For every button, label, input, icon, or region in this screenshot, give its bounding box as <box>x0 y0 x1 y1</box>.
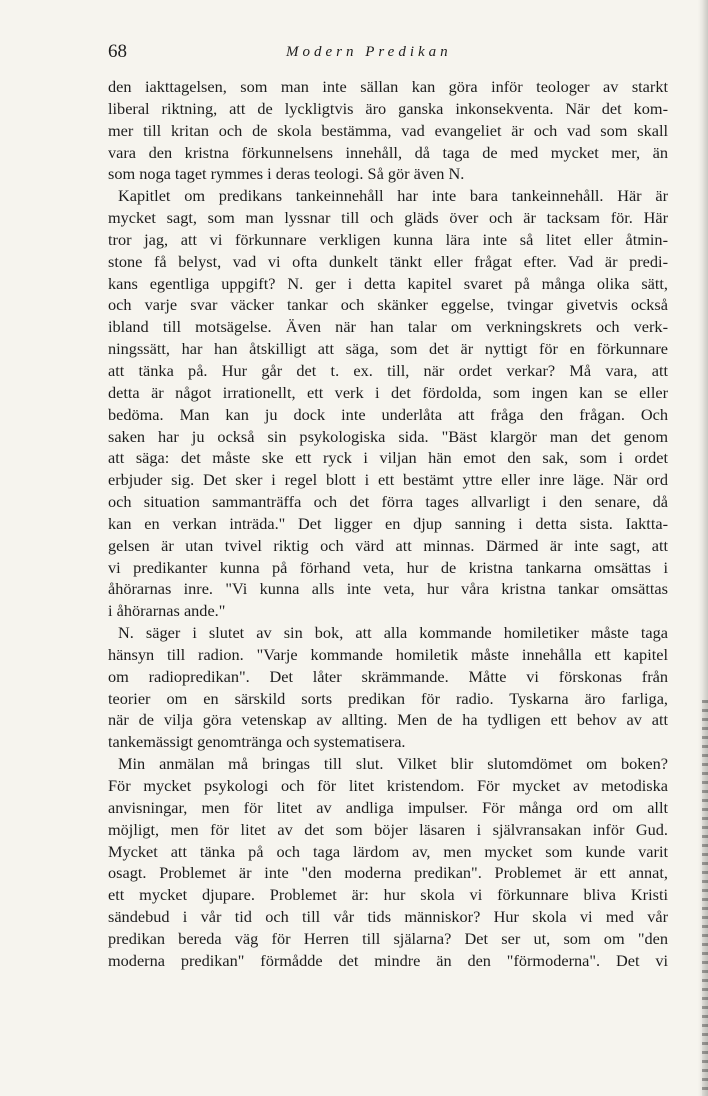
text-line: erbjuder sig. Det sker i regel blott i ett bestämt yttre eller inre läge. När ord <box>108 470 668 490</box>
text-line: som noga taget rymmes i deras teologi. Så gör även N. <box>108 164 465 184</box>
text-line: möjligt, men för litet av det som böjer läsaren i självransakan inför Gud. <box>108 819 668 839</box>
text-line: kan en verkan inträda." Det ligger en djup sanning i detta sista. Iaktta- <box>108 513 668 533</box>
text-line: moderna predikan" förmådde det mindre än den "förmoderna". Det vi <box>108 950 668 970</box>
text-line: ett mycket djupare. Problemet är: hur skola vi förkunnare bliva Kristi <box>108 885 668 905</box>
text-line: mer till kritan och de skola bestämma, vad evangeliet är och vad som skall <box>108 120 668 140</box>
text-line: om radiopredikan". Det låter skrämmande. Måtte vi förskonas från <box>108 666 668 686</box>
text-line: ibland till motsägelse. Även när han talar om verkningskrets och verk- <box>108 317 668 337</box>
text-line: För mycket psykologi och för litet kristendom. För mycket av metodiska <box>108 776 668 795</box>
text-line: i åhörarnas ande." <box>108 601 226 621</box>
text-line: N. säger i slutet av sin bok, att alla kommande homiletiker måste taga <box>118 623 668 643</box>
text-line: mycket sagt, som man lyssnar till och gläds över och är tacksam för. Här <box>108 208 668 228</box>
text-line: att säga: det måste ske ett ryck i viljan hän emot den sak, som i ordet <box>108 448 668 468</box>
text-line: anvisningar, men för litet av andliga impulser. För många ord om allt <box>108 797 668 817</box>
text-line: och varje svar väcker tankar och skänker eggelse, tvingar givetvis också <box>108 295 668 315</box>
text-line: teorier om en särskild sorts predikan för radio. Tyskarna äro farliga, <box>108 688 668 708</box>
text-line: hänsyn till radion. "Varje kommande homiletik måste innehålla ett kapitel <box>108 644 668 664</box>
text-line: kans egentliga uppgift? N. ger i detta kapitel svaret på många olika sätt, <box>108 273 668 293</box>
page-header <box>108 40 668 68</box>
text-line: Kapitlet om predikans tankeinnehåll har inte bara tankeinnehåll. Här är <box>118 186 668 206</box>
page-number: 68 <box>108 41 127 62</box>
text-line: saken har ju också sin psykologiska sida. "Bäst klargör man det genom <box>108 426 668 446</box>
text-line: att tänka på. Hur går det t. ex. till, när ordet verkar? Må vara, att <box>108 360 668 380</box>
text-line: stone få belyst, vad vi ofta dunkelt tänkt eller frågat efter. Vad är predi- <box>108 251 668 271</box>
text-line: åhörarnas inre. "Vi kunna alls inte veta, hur våra kristna tankar omsättas <box>108 579 668 599</box>
text-line: predikan bereda väg för Herren till själarna? Det ser ut, som om "den <box>108 928 668 948</box>
text-line: Min anmälan må bringas till slut. Vilket blir slutomdömet om boken? <box>118 754 668 774</box>
text-line: liberal riktning, att de lyckligtvis äro ganska inkonsekventa. När det kom- <box>108 98 668 118</box>
text-line: tror jag, att vi förkunnare verkligen kunna lära inte så litet eller åtmin- <box>108 229 668 249</box>
body-text <box>108 76 668 972</box>
running-head: Modern Predikan <box>286 44 452 60</box>
text-line: bedöma. Man kan ju dock inte underlåta att fråga den frågan. Och <box>108 404 668 424</box>
text-line: detta är något irrationellt, ett verk i det fördolda, som ingen kan se eller <box>108 382 668 402</box>
text-line: sändebud i vår tid och till vår tids människor? Hur skola vi med vår <box>108 907 668 927</box>
text-line: vara den kristna förkunnelsens innehåll, då taga de med mycket mer, än <box>108 142 668 162</box>
text-line: och situation sammanträffa och det förra tages allvarligt i den senare, då <box>108 492 668 512</box>
text-line: när de vilja göra vetenskap av allting. Men de ha tydligen ett behov av att <box>108 710 668 730</box>
text-line: vi predikanter kunna på förhand veta, hur de kristna tankarna omsättas i <box>108 557 668 577</box>
text-line: gelsen är utan tvivel riktig och värd att minnas. Därmed är inte sagt, att <box>108 535 668 555</box>
page-edge-binding <box>702 700 708 1096</box>
text-line: den iakttagelsen, som man inte sällan kan göra inför teologer av starkt <box>108 77 668 96</box>
text-line: osagt. Problemet är inte "den moderna predikan". Problemet är ett annat, <box>108 863 668 883</box>
text-line: Mycket att tänka på och taga lärdom av, men mycket som kunde varit <box>108 841 668 861</box>
text-line: ningssätt, har han åtskilligt att säga, som det är nyttigt för en förkunnare <box>108 339 668 359</box>
text-line: tankemässigt genomtränga och systematisera. <box>108 732 406 752</box>
